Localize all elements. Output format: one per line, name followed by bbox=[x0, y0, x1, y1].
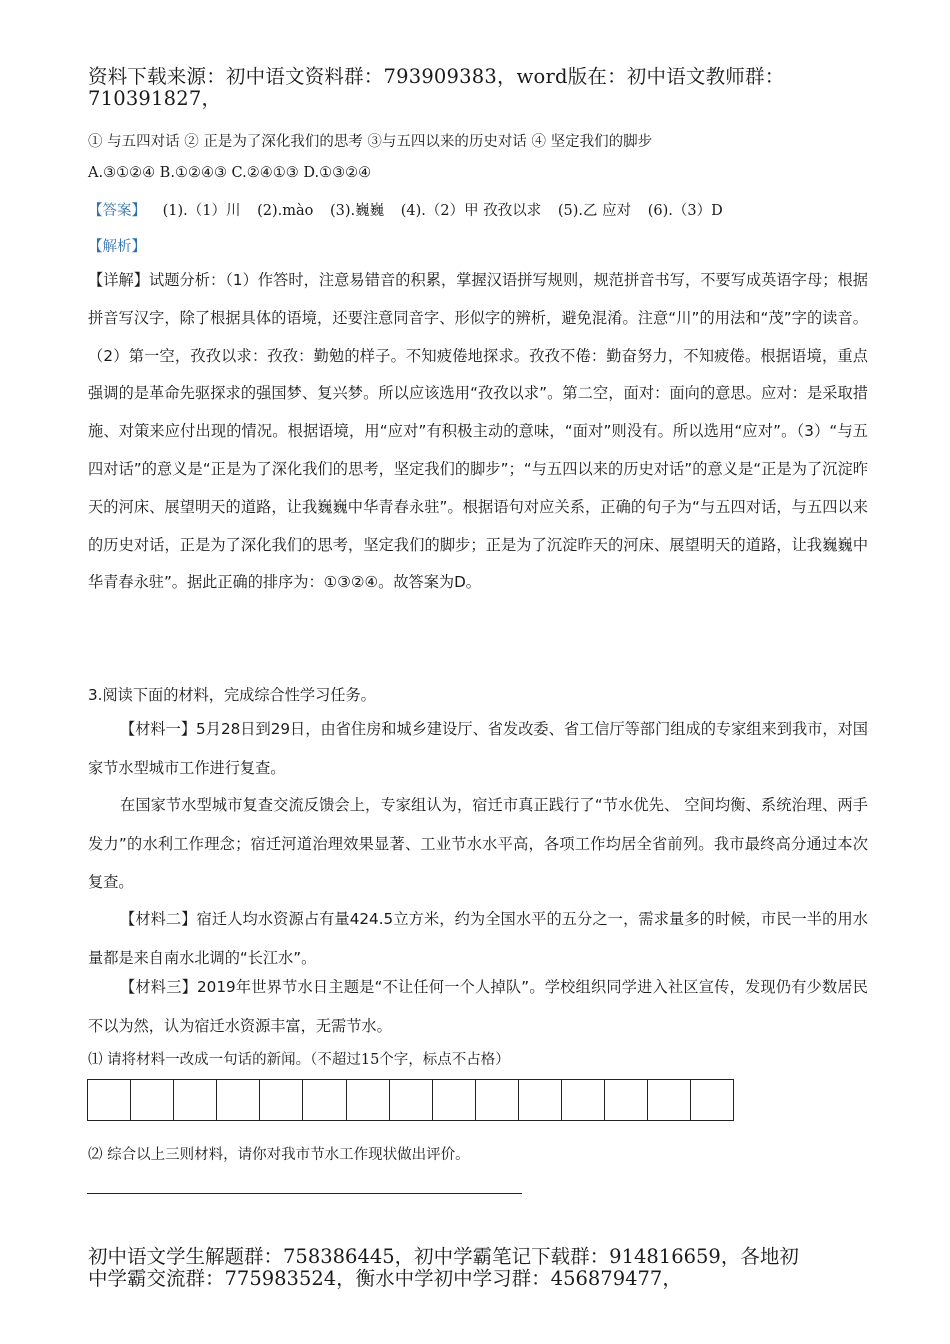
answer-line[interactable] bbox=[87, 1193, 522, 1194]
answer-grid-cell[interactable] bbox=[217, 1080, 260, 1120]
footer-line-1: 初中语文学生解题群：758386445，初中学霸笔记下载群：914816659，各地初 bbox=[88, 1245, 799, 1268]
answer-grid-cell[interactable] bbox=[88, 1080, 131, 1120]
material-3: 【材料三】2019年世界节水日主题是“不让任何一个人掉队”。学校组织同学进入社区宣传，发现仍有少数居民不以为然，认为宿迁水资源丰富，无需节水。 bbox=[88, 978, 868, 1035]
header-line-1: 资料下载来源：初中语文资料群：793909383，word版在：初中语文教师群： bbox=[88, 65, 785, 88]
answer-grid-cell[interactable] bbox=[303, 1080, 346, 1120]
header-banner bbox=[88, 66, 868, 110]
answer-grid-cell[interactable] bbox=[605, 1080, 648, 1120]
answer-tag: 【答案】 bbox=[88, 203, 146, 219]
answer-grid-cell[interactable] bbox=[347, 1080, 390, 1120]
material-1-paragraph-1: 【材料一】5月28日到29日，由省住房和城乡建设厅、省发改委、省工信厅等部门组成的专家组来到我市，对国家节水型城市工作进行复查。 bbox=[88, 720, 868, 777]
detail-explanation: 【详解】试题分析：（1）作答时，注意易错音的积累，掌握汉语拼写规则，规范拼音书写，不要写成英语字母；根据拼音写汉字，除了根据具体的语境，还要注意同音字、形似字的辨析，避免混淆。注意“川”的用法和“茂”字的读音。（2）第一空，孜孜以求：孜孜：勤勉的样子。不知疲倦地探求。孜孜不倦：勤奋努力，不知疲倦。根据语境，重点强调的是革命先驱探求的强国梦、复兴梦。所以应该选用“孜孜以求”。第二空，面对：面向的意思。应对：是采取措施、对策来应付出现的情况。根据语境，用“应对”有积极主动的意味，“面对”则没有。所以选用“应对”。（3）“与五四对话”的意义是“正是为了深化我们的思考，坚定我们的脚步”；“与五四以来的历史对话”的意义是“正是为了沉淀昨天的河床、展望明天的道路，让我巍巍中华青春永驻”。根据语句对应关系，正确的句子为“与五四对话，与五四以来的历史对话，正是为了深化我们的思考，坚定我们的脚步；正是为了沉淀昨天的河床、展望明天的道路，让我巍巍中华青春永驻”。据此正确的排序为：①③②④。故答案为D。 bbox=[88, 271, 868, 592]
answer-item: (2).mào bbox=[257, 203, 314, 219]
answer-grid-cell[interactable] bbox=[476, 1080, 519, 1120]
answer-grid-cell[interactable] bbox=[260, 1080, 303, 1120]
answer-item: (5).乙 应对 bbox=[557, 203, 632, 219]
answer-grid-cell[interactable] bbox=[131, 1080, 174, 1120]
footer-line-2: 中学霸交流群：775983524，衡水中学初中学习群：456879477， bbox=[88, 1267, 682, 1290]
answer-grid-cell[interactable] bbox=[691, 1080, 734, 1120]
sub-question-2: ⑵ 综合以上三则材料，请你对我市节水工作现状做出评价。 bbox=[88, 1147, 470, 1163]
material-1-paragraph-2: 在国家节水型城市复查交流反馈会上，专家组认为，宿迁市真正践行了“节水优先、 空间均衡、系统治理、两手发力”的水利工作理念；宿迁河道治理效果显著、工业节水水平高，各项工作均居全省前列。我市最终高分通过本次复查。 bbox=[88, 796, 868, 891]
answer-item: (6).（3）D bbox=[647, 203, 723, 219]
sub-question-1: ⑴ 请将材料一改成一句话的新闻。（不超过15个字，标点不占格） bbox=[88, 1052, 510, 1068]
answer-grid-cell[interactable] bbox=[519, 1080, 562, 1120]
q2-options: ① 与五四对话 ② 正是为了深化我们的思考 ③与五四以来的历史对话 ④ 坚定我们的脚步 bbox=[88, 134, 653, 150]
answer-grid-cell[interactable] bbox=[174, 1080, 217, 1120]
answer-grid[interactable] bbox=[87, 1079, 734, 1121]
answer-grid-cell[interactable] bbox=[433, 1080, 476, 1120]
q3-title: 3.阅读下面的材料，完成综合性学习任务。 bbox=[88, 686, 376, 704]
material-2: 【材料二】宿迁人均水资源占有量424.5立方米，约为全国水平的五分之一，需求量多的时候，市民一半的用水量都是来自南水北调的“长江水”。 bbox=[88, 910, 868, 967]
answer-grid-cell[interactable] bbox=[390, 1080, 433, 1120]
q2-choices: A.③①②④ B.①②④③ C.②④①③ D.①③②④ bbox=[88, 165, 372, 181]
answer-item: (4).（2）甲 孜孜以求 bbox=[400, 203, 542, 219]
analysis-tag bbox=[88, 235, 868, 256]
header-line-2: 710391827， bbox=[88, 87, 222, 110]
analysis-label: 【解析】 bbox=[88, 239, 146, 255]
answer-item: (3).巍巍 bbox=[329, 203, 385, 219]
answer-grid-cell[interactable] bbox=[648, 1080, 691, 1120]
footer-banner bbox=[88, 1246, 868, 1290]
q2-answer-row bbox=[88, 199, 868, 220]
answer-grid-cell[interactable] bbox=[562, 1080, 605, 1120]
answer-item: (1).（1）川 bbox=[162, 203, 241, 219]
